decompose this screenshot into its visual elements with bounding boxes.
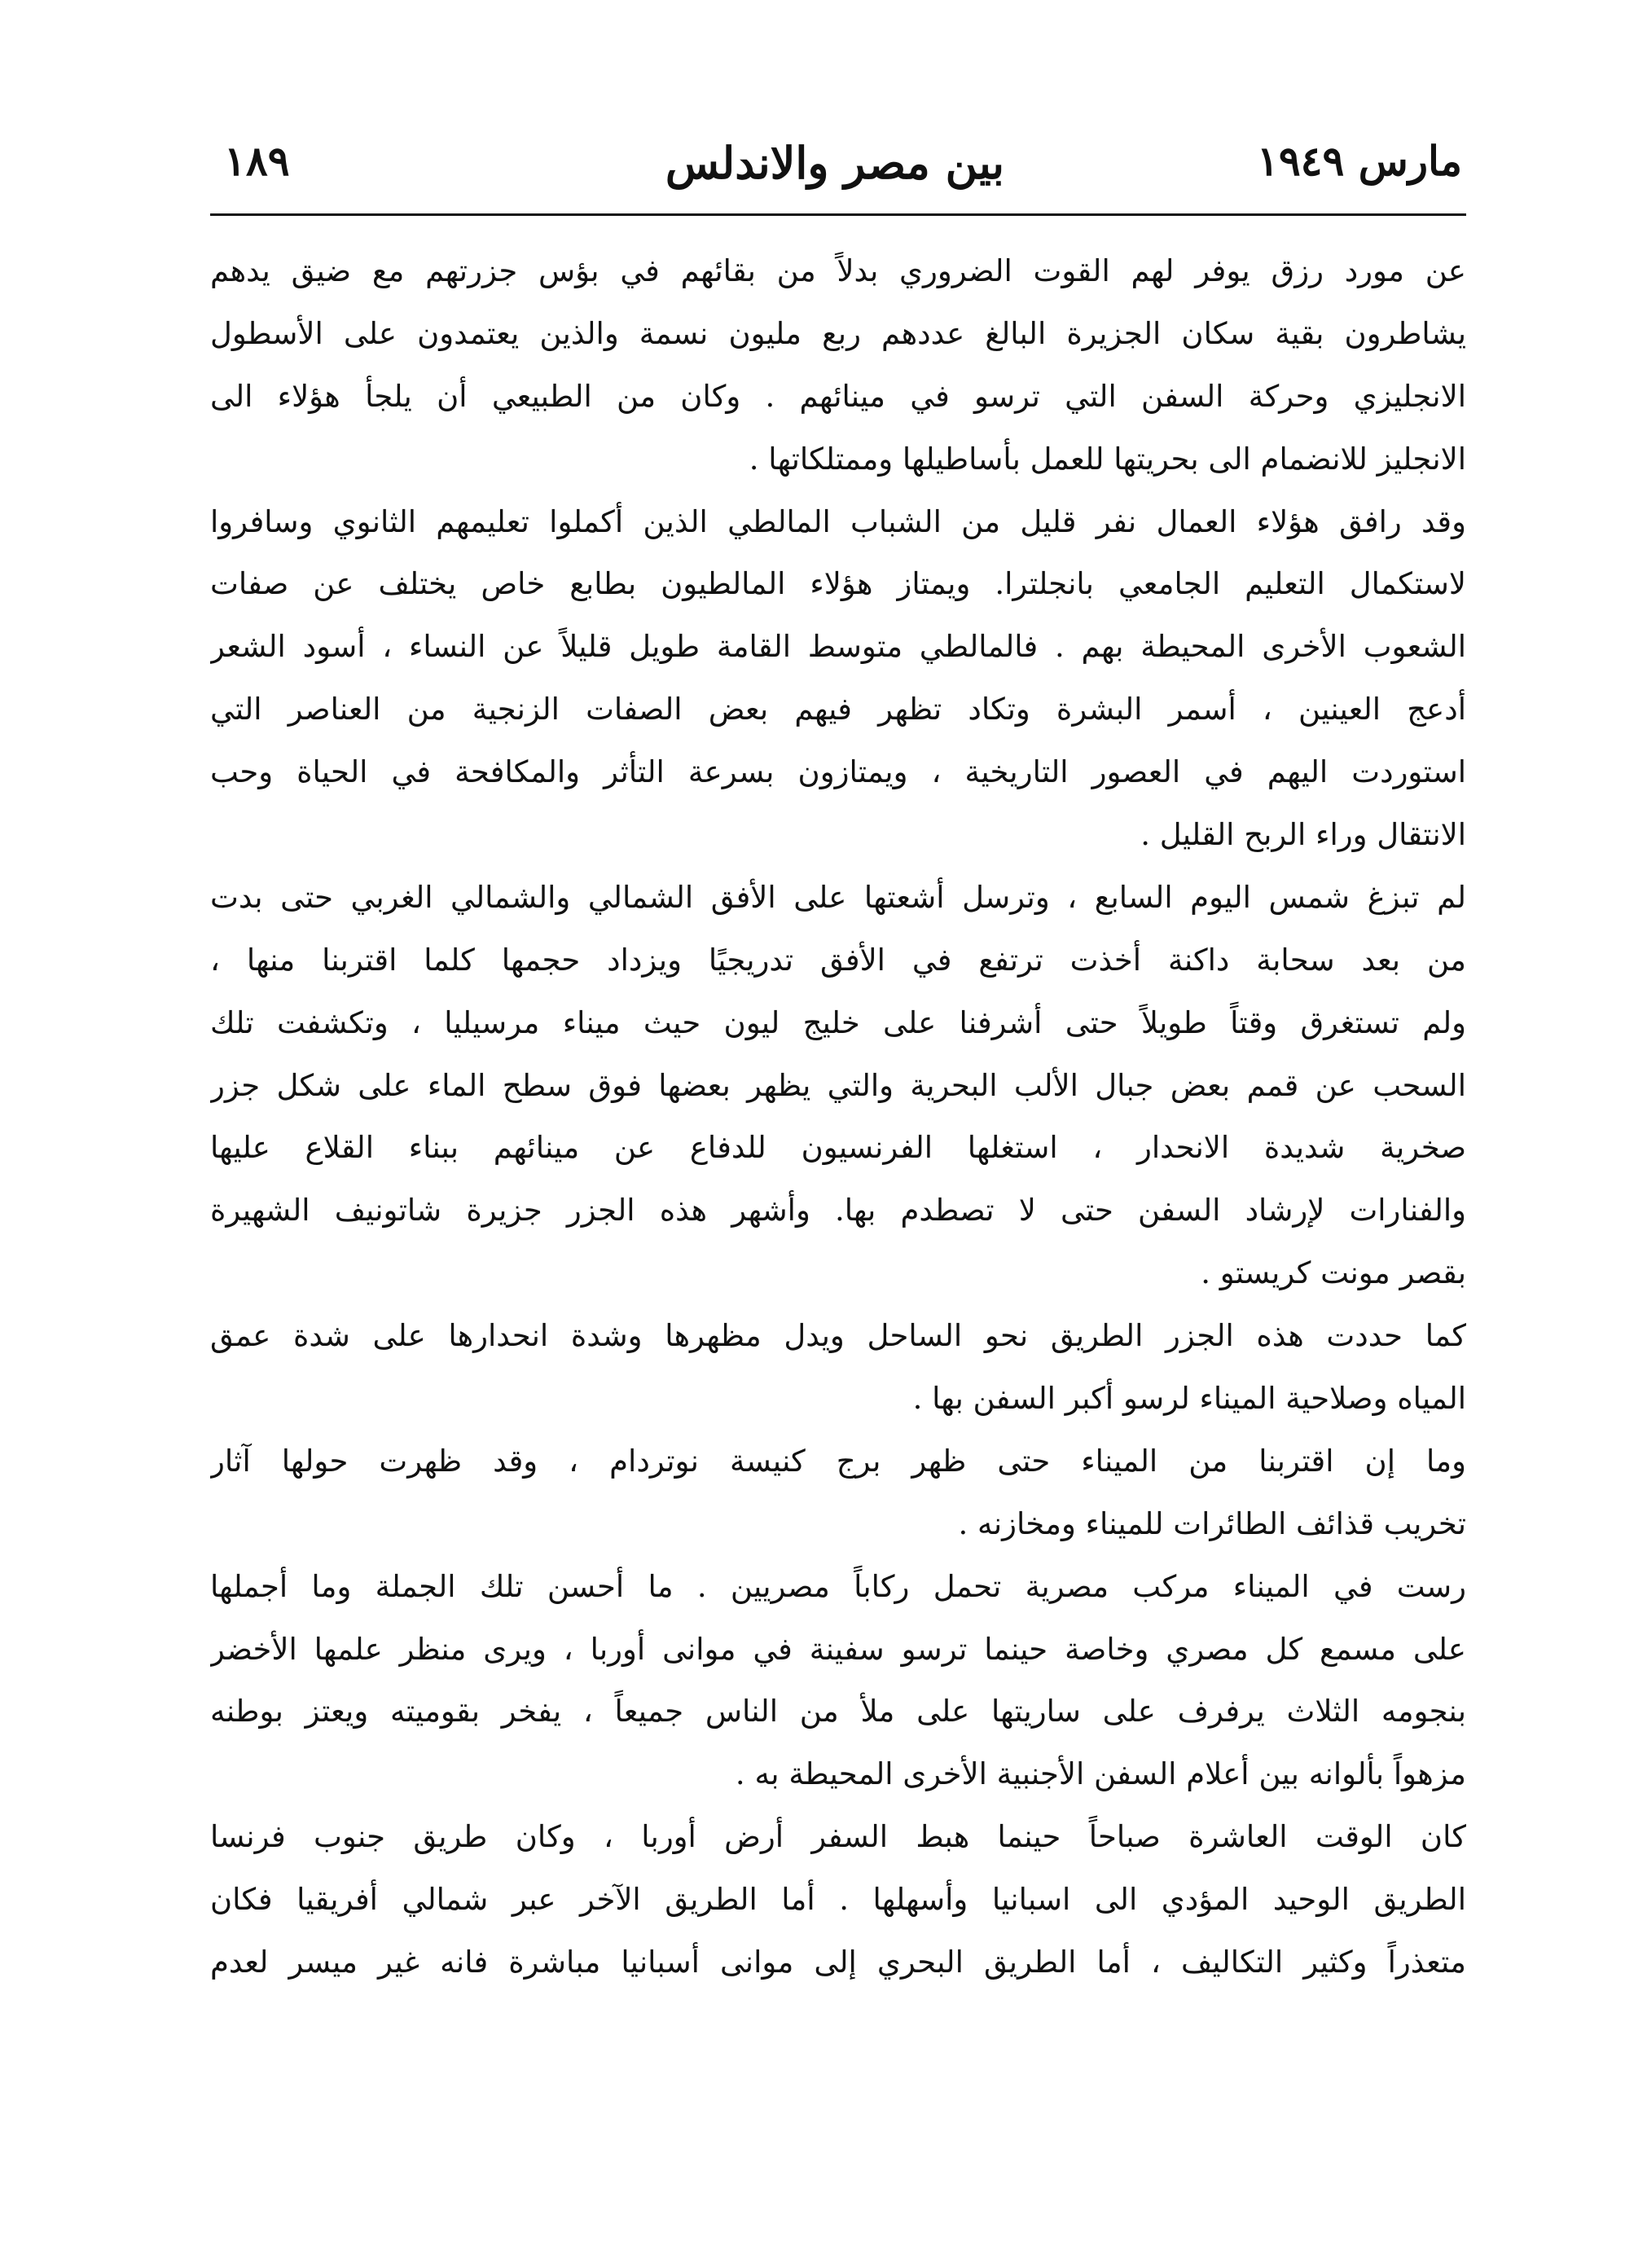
text-line: السحب عن قمم بعض جبال الألب البحرية والتي يظهر بعضها فوق سطح الماء على شكل جزر [210, 1067, 1466, 1103]
text-line: بنجومه الثلاث يرفرف على ساريتها على ملأ من الناس جميعاً ، يفخر بقوميته ويعتز بوطنه [210, 1694, 1466, 1730]
article-body [210, 240, 1466, 1994]
header-rule [210, 213, 1466, 216]
text-line: وما إن اقتربنا من الميناء حتى ظهر برج كنيسة نوتردام ، وقد ظهرت حولها آثار [210, 1443, 1466, 1479]
text-line: عن مورد رزق يوفر لهم القوت الضروري بدلاً من بقائهم في بؤس جزرتهم مع ضيق يدهم [210, 253, 1466, 288]
text-line: لاستكمال التعليم الجامعي بانجلترا. ويمتاز هؤلاء المالطيون بطابع خاص يختلف عن صفات [210, 566, 1466, 602]
text-line: كما حددت هذه الجزر الطريق نحو الساحل ويدل مظهرها وشدة انحدارها على شدة عمق [210, 1318, 1466, 1354]
text-line: ولم تستغرق وقتاً طويلاً حتى أشرفنا على خليج ليون حيث ميناء مرسيليا ، وتكشفت تلك [210, 1004, 1466, 1040]
text-line: على مسمع كل مصري وخاصة حينما ترسو سفينة في موانى أوربا ، ويرى منظر علمها الأخضر [210, 1631, 1466, 1667]
text-line: يشاطرون بقية سكان الجزيرة البالغ عددهم ربع مليون نسمة والذين يعتمدون على الأسطول [210, 315, 1466, 351]
text-line: مزهواً بألوانه بين أعلام السفن الأجنبية الأخرى المحيطة به . [735, 1756, 1466, 1792]
text-line: لم تبزغ شمس اليوم السابع ، وترسل أشعتها على الأفق الشمالي والشمالي الغربي حتى بدت [210, 879, 1466, 915]
text-line: استوردت اليهم في العصور التاريخية ، ويمتازون بسرعة التأثر والمكافحة في الحياة وحب [210, 754, 1466, 790]
text-line: وقد رافق هؤلاء العمال نفر قليل من الشباب المالطي الذين أكملوا تعليمهم الثانوي وسافروا [210, 503, 1466, 539]
running-header [208, 137, 1462, 194]
text-line: الانتقال وراء الربح القليل . [1140, 817, 1466, 853]
text-line: رست في الميناء مركب مصرية تحمل ركاباً مصريين . ما أحسن تلك الجملة وما أجملها [210, 1568, 1466, 1604]
text-line: الطريق الوحيد المؤدي الى اسبانيا وأسهلها . أما الطريق الآخر عبر شمالي أفريقيا فكان [210, 1882, 1466, 1918]
text-line: المياه وصلاحية الميناء لرسو أكبر السفن بها . [912, 1381, 1466, 1417]
text-line: الانجليز للانضمام الى بحريتها للعمل بأساطيلها وممتلكاتها . [749, 441, 1466, 477]
text-line: تخريب قذائف الطائرات للميناء ومخازنه . [958, 1505, 1466, 1541]
running-title: بين مصر والاندلس [665, 137, 1005, 189]
text-line: من بعد سحابة داكنة أخذت ترتفع في الأفق تدريجيًا ويزداد حجمها كلما اقتربنا منها ، [210, 942, 1466, 978]
page-number: ١٨٩ [224, 137, 290, 185]
text-line: الشعوب الأخرى المحيطة بهم . فالمالطي متوسط القامة طويل قليلاً عن النساء ، أسود الشعر [210, 629, 1466, 665]
text-line: كان الوقت العاشرة صباحاً حينما هبط السفر أرض أوربا ، وكان طريق جنوب فرنسا [210, 1819, 1466, 1855]
text-line: أدعج العينين ، أسمر البشرة وتكاد تظهر فيهم بعض الصفات الزنجية من العناصر التي [210, 692, 1466, 727]
issue-date: مارس ١٩٤٩ [1256, 137, 1462, 185]
text-line: بقصر مونت كريستو . [1201, 1255, 1466, 1291]
text-line: الانجليزي وحركة السفن التي ترسو في مينائهم . وكان من الطبيعي أن يلجأ هؤلاء الى [210, 378, 1466, 414]
text-line: صخرية شديدة الانحدار ، استغلها الفرنسيون للدفاع عن مينائهم ببناء القلاع عليها [210, 1130, 1466, 1166]
text-line: متعذراً وكثير التكاليف ، أما الطريق البحري إلى موانى أسبانيا مباشرة فانه غير ميسر لعدم [210, 1945, 1466, 1980]
text-line: والفنارات لإرشاد السفن حتى لا تصطدم بها. وأشهر هذه الجزر جزيرة شاتونيف الشهيرة [210, 1193, 1466, 1228]
